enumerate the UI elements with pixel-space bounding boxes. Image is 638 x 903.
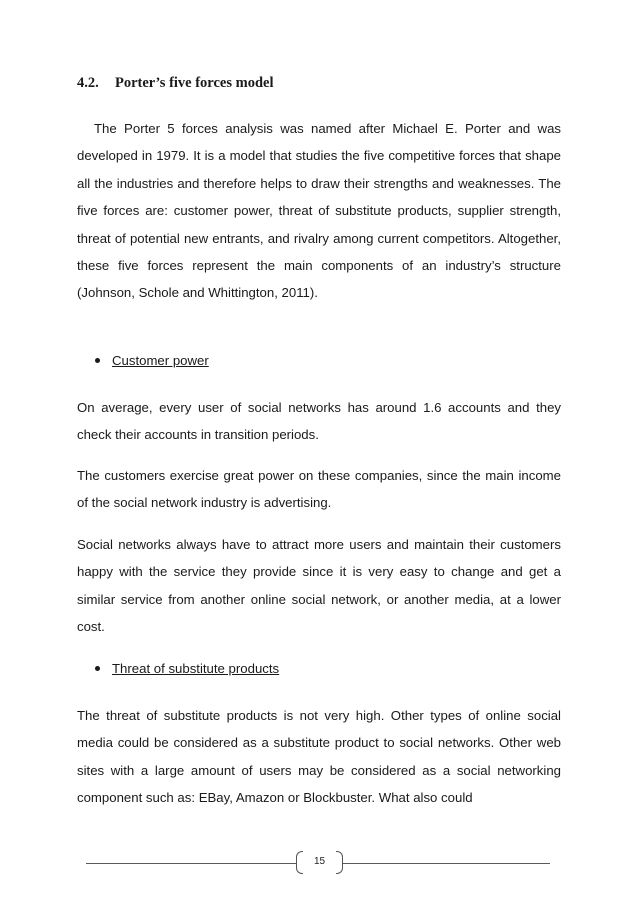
section-number: 4.2. <box>77 75 99 91</box>
footer-rule-right <box>343 863 550 864</box>
page-number: 15 <box>313 856 326 867</box>
footer-bracket-right <box>336 851 343 874</box>
footer-rule-left <box>86 863 296 864</box>
intro-paragraph: The Porter 5 forces analysis was named after Michael E. Porter and was developed in 1979. It is a model that studies the five competitive forces that shape all the industries and therefore helps to draw their strengths and weaknesses. The five forces are: customer power, threat of substitute products, supplier strength, threat of potential new entrants, and rivalry among current competitors. Altogether, these five forces represent the main components of an industry’s structure (Johnson, Schole and Whittington, 2011). <box>77 121 561 301</box>
bullet-substitute-products <box>95 661 279 676</box>
section-heading <box>77 75 273 92</box>
customer-paragraph-2: The customers exercise great power on these companies, since the main income of the social network industry is advertising. <box>77 468 561 511</box>
section-title: Porter’s five forces model <box>115 75 274 91</box>
bullet-label: Customer power <box>112 353 209 368</box>
bullet-label: Threat of substitute products <box>112 661 280 676</box>
bullet-icon <box>95 358 100 363</box>
customer-paragraph-3: Social networks always have to attract more users and maintain their customers happy with the service they provide since it is very easy to change and get a similar service from another online social network, or another media, at a lower cost. <box>77 537 561 635</box>
customer-paragraph-1: On average, every user of social networks has around 1.6 accounts and they check their accounts in transition periods. <box>77 400 561 443</box>
bullet-icon <box>95 666 100 671</box>
substitute-paragraph-1: The threat of substitute products is not very high. Other types of online social media could be considered as a substitute product to social networks. Other web sites with a large amount of users may be considered as a social networking component such as: EBay, Amazon or Blockbuster. What also could <box>77 708 561 806</box>
bullet-customer-power <box>95 353 209 368</box>
footer-bracket-left <box>296 851 303 874</box>
